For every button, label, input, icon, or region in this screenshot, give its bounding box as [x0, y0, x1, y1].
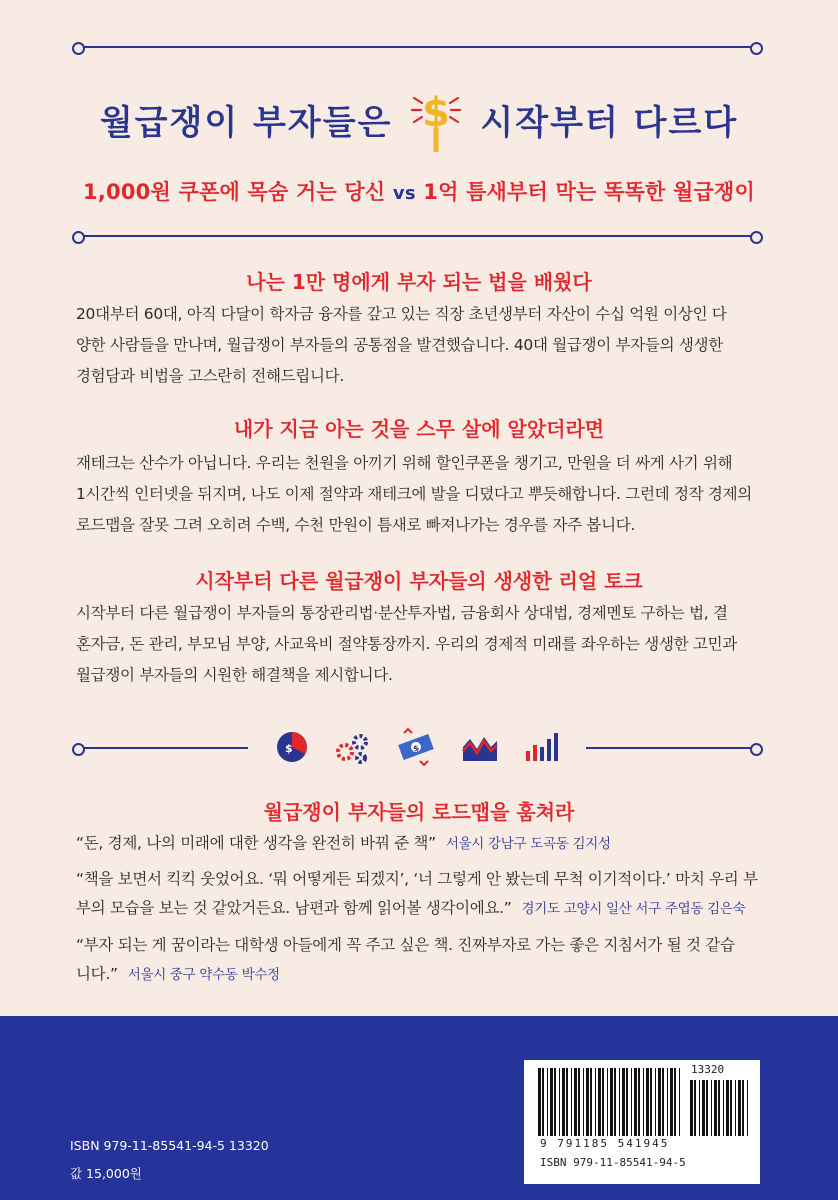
barcode-bar: [547, 1068, 548, 1136]
dollar-sign-icon: [410, 84, 462, 154]
reviews-heading: 월급쟁이 부자들의 로드맵을 훔쳐라: [263, 800, 575, 824]
review-text: “돈, 경제, 나의 미래에 대한 생각을 완전히 바꿔 준 책”: [76, 834, 436, 852]
review-text: “책을 보면서 킥킥 웃었어요. ‘뭐 어떻게든 되겠지’, ‘너 그렇게 안 봤는데 무척 이기적이다.’ 마치 우리 부: [76, 870, 758, 888]
review-text: “부자 되는 게 꿈이라는 대학생 아들에게 꼭 주고 싶은 책. 진짜부자로 가는 좋은 지침서가 될 것 같습: [76, 936, 735, 954]
barcode-bar: [583, 1068, 584, 1136]
barcode-bar: [610, 1068, 613, 1136]
tagline: [0, 176, 838, 206]
barcode-bar: [747, 1080, 748, 1136]
isbn-text: ISBN 979-11-85541-94-5 13320: [70, 1138, 269, 1153]
title-left: 월급쟁이 부자들은: [99, 102, 393, 143]
divider-end-dot: [750, 42, 763, 55]
divider-end-dot: [72, 231, 85, 244]
body-line: 재테크는 산수가 아닙니다. 우리는 천원을 아끼기 위해 할인쿠폰을 챙기고, 만원을 더 싸게 사기 위해: [76, 454, 733, 472]
body-line: 1시간씩 인터넷을 뒤지며, 나도 이제 절약과 재테크에 발을 디뎠다고 뿌듯해합니다. 그런데 정작 경제의: [76, 485, 752, 503]
barcode-bar: [622, 1068, 625, 1136]
barcode-bar: [614, 1068, 616, 1136]
divider-end-dot: [750, 231, 763, 244]
icon-row: [0, 727, 838, 767]
barcode-bar: [554, 1068, 556, 1136]
svg-text:$: $: [412, 743, 421, 754]
barcode-bar: [718, 1080, 720, 1136]
barcode-bar: [730, 1080, 732, 1136]
barcode-bar: [694, 1080, 696, 1136]
barcode-bar: [650, 1068, 652, 1136]
barcode-bar: [646, 1068, 649, 1136]
section-heading: 나는 1만 명에게 부자 되는 법을 배웠다: [246, 270, 592, 294]
barcode-bar: [699, 1080, 700, 1136]
price-text: 값 15,000원: [70, 1166, 142, 1181]
tagline-part-b: 1억 틈새부터 막는 똑똑한 월급쟁이: [423, 180, 755, 204]
barcode-bar: [742, 1080, 744, 1136]
barcode-isbn: ISBN 979-11-85541-94-5: [540, 1156, 686, 1169]
title-right: 시작부터 다르다: [480, 102, 739, 143]
review-quote: [76, 865, 766, 924]
body-line: 양한 사람들을 만나며, 월급쟁이 부자들의 공통점을 발견했습니다. 40대 월급쟁이 부자들의 생생한: [76, 336, 723, 354]
barcode-bar: [574, 1068, 577, 1136]
barcode-bar: [667, 1068, 668, 1136]
review-quote: [76, 931, 766, 990]
pie-chart-icon: [272, 727, 312, 767]
tagline-vs: vs: [392, 183, 416, 204]
review-text: 부의 모습을 보는 것 같았거든요. 남편과 함께 읽어볼 생각이에요.”: [76, 899, 512, 917]
barcode-bar: [562, 1068, 565, 1136]
barcode-bar: [662, 1068, 664, 1136]
section-body: [76, 299, 764, 392]
svg-text:$: $: [285, 742, 293, 755]
barcode-bar: [655, 1068, 656, 1136]
barcode-bar: [571, 1068, 572, 1136]
barcode-bar: [658, 1068, 661, 1136]
barcode-bar: [738, 1080, 741, 1136]
barcode-bar: [631, 1068, 632, 1136]
barcode-bar: [634, 1068, 637, 1136]
barcode-bar: [566, 1068, 568, 1136]
section-heading: 내가 지금 아는 것을 스무 살에 알았더라면: [233, 417, 605, 441]
section-body: [76, 448, 764, 541]
barcode-bar: [735, 1080, 736, 1136]
gears-icon: [332, 727, 372, 767]
svg-text:$: $: [422, 90, 451, 136]
barcode-bar: [586, 1068, 589, 1136]
bar-chart-icon: [520, 727, 560, 767]
barcode-bar: [559, 1068, 560, 1136]
barcode-bar: [619, 1068, 620, 1136]
barcode-bar: [595, 1068, 596, 1136]
barcode-bar: [674, 1068, 676, 1136]
reviewer-name: 서울시 강남구 도곡동 김지성: [445, 836, 611, 852]
section-heading: 시작부터 다른 월급쟁이 부자들의 생생한 리얼 토크: [195, 569, 643, 593]
body-line: 시작부터 다른 월급쟁이 부자들의 통장관리법·분산투자법, 금융회사 상대법, 경제멘토 구하는 법, 결: [76, 604, 728, 622]
review-quote: [76, 829, 766, 859]
area-chart-icon: [460, 727, 500, 767]
body-line: 20대부터 60대, 아직 다달이 학자금 융자를 갚고 있는 직장 초년생부터 자산이 수십 억원 이상인 다: [76, 305, 727, 323]
body-line: 월급쟁이 부자들의 시원한 해결책을 제시합니다.: [76, 666, 393, 684]
barcode-bar: [679, 1068, 680, 1136]
cover-title: [0, 84, 838, 154]
barcode-bar: [643, 1068, 644, 1136]
barcode-bar: [542, 1068, 544, 1136]
barcode-bar: [638, 1068, 640, 1136]
barcode-bar: [723, 1080, 724, 1136]
barcode-bar: [590, 1068, 592, 1136]
barcode-bar: [578, 1068, 580, 1136]
barcode-bar: [702, 1080, 705, 1136]
divider-end-dot: [72, 42, 85, 55]
barcode-bar: [726, 1080, 729, 1136]
barcode-addon-number: 13320: [691, 1063, 725, 1076]
body-line: 혼자금, 돈 관리, 부모님 부양, 사교육비 절약통장까지. 우리의 경제적 미래를 좌우하는 생생한 고민과: [76, 635, 737, 653]
barcode-bar: [670, 1068, 673, 1136]
barcode-bar: [607, 1068, 608, 1136]
body-line: 로드맵을 잘못 그려 오히려 수백, 수천 만원이 틈새로 빠져나가는 경우를 자주 봅니다.: [76, 516, 636, 534]
barcode-bar: [714, 1080, 717, 1136]
barcode-bar: [602, 1068, 604, 1136]
barcode-bar: [690, 1080, 693, 1136]
reviewer-name: 경기도 고양시 일산 서구 주엽동 김은숙: [521, 901, 746, 917]
barcode-number: 9 791185 541945: [540, 1137, 670, 1150]
barcode-bar: [706, 1080, 708, 1136]
money-bill-icon: [396, 727, 436, 767]
reviewer-name: 서울시 중구 약수동 박수정: [127, 967, 280, 983]
barcode-bar: [598, 1068, 601, 1136]
top-divider: [78, 46, 757, 48]
tagline-part-a: 1,000원 쿠폰에 목숨 거는 당신: [83, 180, 386, 204]
body-line: 경험담과 비법을 고스란히 전해드립니다.: [76, 367, 344, 385]
barcode-bar: [626, 1068, 628, 1136]
barcode-bar: [711, 1080, 712, 1136]
review-text: 니다.”: [76, 965, 118, 983]
barcode-bar: [550, 1068, 553, 1136]
barcode-bar: [538, 1068, 541, 1136]
mid-divider: [78, 235, 757, 237]
section-body: [76, 598, 764, 691]
